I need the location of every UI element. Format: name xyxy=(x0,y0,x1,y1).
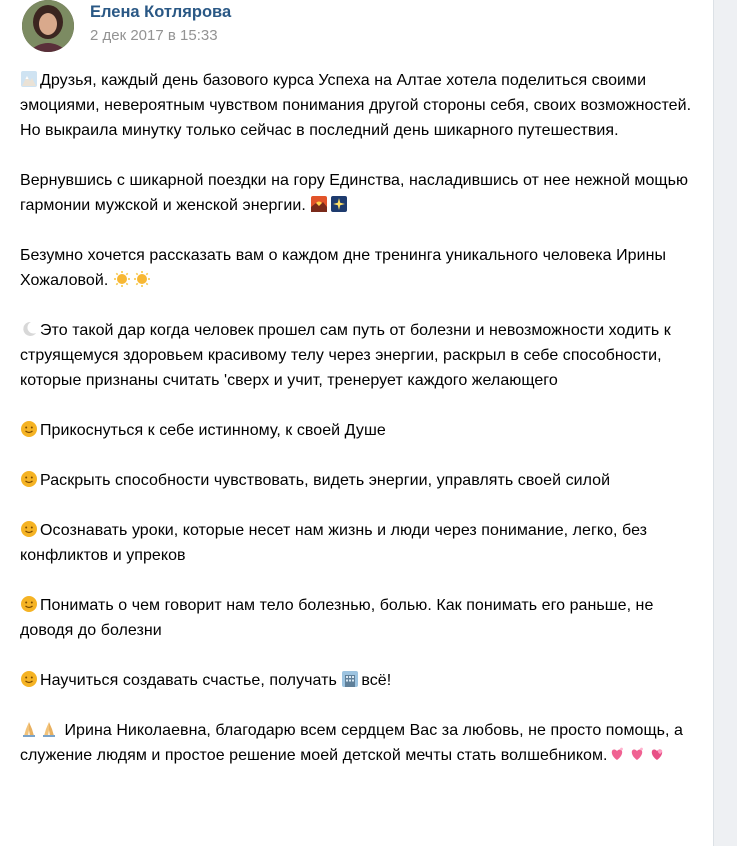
page-background-strip xyxy=(714,0,737,846)
list-item xyxy=(20,518,708,568)
paragraph-text: Раскрыть способности чувствовать, видеть энергии, управлять своей силой xyxy=(40,472,611,489)
sparkle-icon xyxy=(330,195,348,213)
paragraph-text: Вернувшись с шикарной поездки на гору Единства, насладившись от нее нежной мощью гармонии мужской и женской энергии. xyxy=(20,172,689,214)
sun-icon xyxy=(133,270,151,288)
paragraph-text: Понимать о чем говорит нам тело болезнью, болью. Как понимать его раньше, не доводя до болезни xyxy=(20,597,654,639)
post-text xyxy=(20,68,708,768)
paragraph-text: Это такой дар когда человек прошел сам путь от болезни и невозможности ходить к струящемуся здоровьем красивому телу через энергии, раскрыл в себе способности, которые признаны считать 'сверх и учит, тренерует каждого желающего xyxy=(20,322,671,389)
smile-icon xyxy=(20,670,38,688)
hearts-icon xyxy=(628,745,646,763)
list-item xyxy=(20,418,708,443)
paragraph-text: Научиться создавать счастье, получать xyxy=(40,672,337,689)
paragraph-text: всё! xyxy=(361,672,392,689)
hearts-icon xyxy=(648,745,666,763)
sun-icon xyxy=(113,270,131,288)
list-item xyxy=(20,593,708,643)
post-date[interactable]: 2 дек 2017 в 15:33 xyxy=(90,27,218,44)
smile-icon xyxy=(20,520,38,538)
paragraph-text: Друзья, каждый день базового курса Успеха на Алтае хотела поделиться своими эмоциями, невероятным чувством понимания другой стороны себя, своих возможностей. Но выкраила минутку только сейчас в последний день шикарного путешествия. xyxy=(20,72,692,139)
avatar-photo xyxy=(22,0,74,52)
paragraph-text: Осознавать уроки, которые несет нам жизнь и люди через понимание, легко, без конфликтов и упреков xyxy=(20,522,648,564)
smile-icon xyxy=(20,470,38,488)
sunset-icon xyxy=(310,195,328,213)
smile-icon xyxy=(20,595,38,613)
crescent-icon xyxy=(20,320,38,338)
paragraph-text: Ирина Николаевна, благодарю всем сердцем Вас за любовь, не просто помощь, а служение людям и простое решение моей детской мечты стать волшебником. xyxy=(20,722,683,764)
paragraph xyxy=(20,718,708,768)
paragraph-text: Безумно хочется рассказать вам о каждом дне тренинга уникального человека Ирины Хожаловой. xyxy=(20,247,667,289)
paragraph xyxy=(20,318,708,393)
praying-hands-icon xyxy=(20,720,38,738)
paragraph xyxy=(20,68,708,143)
avatar[interactable] xyxy=(22,0,74,52)
paragraph-text: Прикоснуться к себе истинному, к своей Душе xyxy=(40,422,386,439)
mountain-icon xyxy=(20,70,38,88)
praying-hands-icon xyxy=(40,720,58,738)
list-item xyxy=(20,468,708,493)
building-icon xyxy=(341,670,359,688)
smile-icon xyxy=(20,420,38,438)
hearts-icon xyxy=(608,745,626,763)
list-item xyxy=(20,668,708,693)
author-name[interactable]: Елена Котлярова xyxy=(90,3,232,21)
paragraph xyxy=(20,168,708,218)
paragraph xyxy=(20,243,708,293)
